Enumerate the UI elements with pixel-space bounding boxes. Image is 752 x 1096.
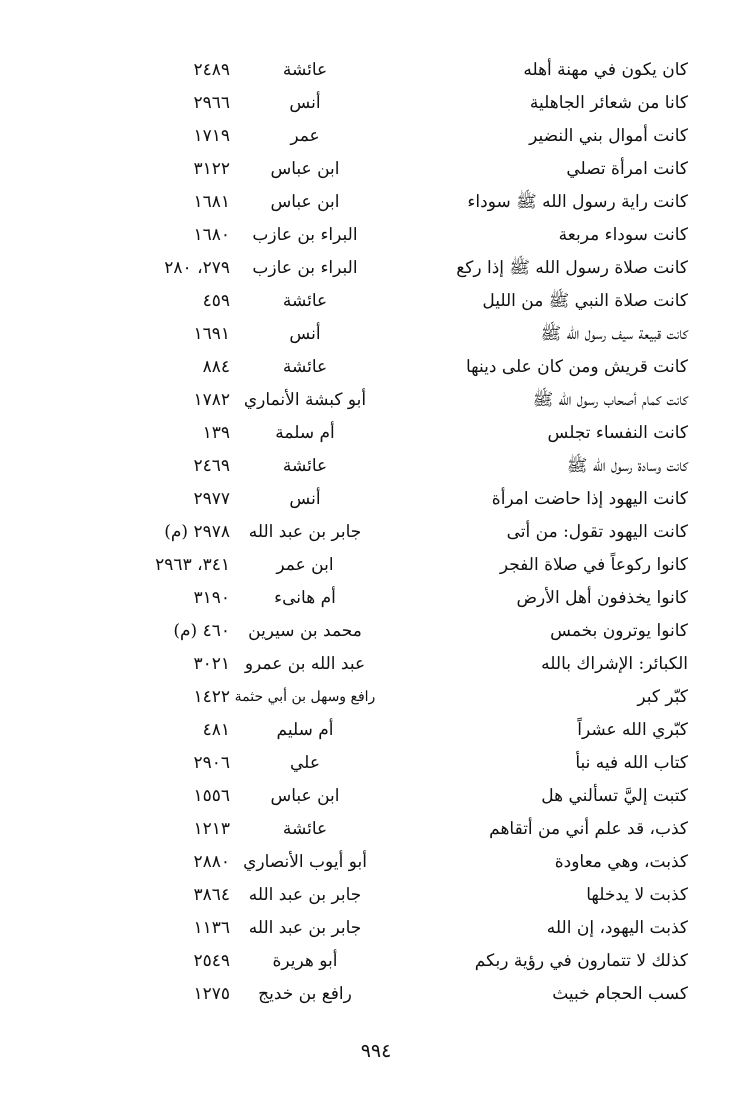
hadith-opening-text: الكبائر: الإشراك بالله <box>541 654 688 674</box>
index-row <box>0 54 752 87</box>
narrator-name: ابن عمر <box>276 555 334 575</box>
narrator-name: عائشة <box>282 60 328 80</box>
hadith-reference-number: ٢٤٨٩ <box>193 60 230 80</box>
hadith-opening-text: كذبت، وهي معاودة <box>554 852 688 872</box>
hadith-reference-number: ٢٩٧٨ (م) <box>164 522 230 542</box>
hadith-reference-number: ٢٤٦٩ <box>193 456 230 476</box>
index-row <box>0 318 752 351</box>
index-row <box>0 648 752 681</box>
hadith-opening-text: كانت سوداء مربعة <box>558 225 688 245</box>
hadith-index-table <box>0 54 752 1011</box>
hadith-reference-number: ٣١٢٢ <box>193 159 230 179</box>
hadith-opening-text: كبّر كبر <box>637 687 688 707</box>
hadith-opening-text: كذبت لا يدخلها <box>586 885 688 905</box>
index-row <box>0 417 752 450</box>
hadith-opening-text: كبّري الله عشراً <box>577 720 688 740</box>
index-row <box>0 879 752 912</box>
index-row <box>0 384 752 417</box>
index-row <box>0 582 752 615</box>
hadith-opening-text: كان يكون في مهنة أهله <box>523 60 688 80</box>
narrator-name: عائشة <box>282 291 328 311</box>
index-row <box>0 450 752 483</box>
hadith-opening-text: كانت كمام أصحاب رسول الله ﷺ <box>532 390 688 410</box>
hadith-opening-text: كانت امرأة تصلي <box>566 159 688 179</box>
hadith-reference-number: ٣٠٢١ <box>193 654 230 674</box>
narrator-name: أبو أيوب الأنصاري <box>243 852 367 872</box>
hadith-reference-number: ٣١٩٠ <box>193 588 230 608</box>
narrator-name: عائشة <box>282 819 328 839</box>
narrator-name: أنس <box>289 93 321 113</box>
index-row <box>0 87 752 120</box>
hadith-reference-number: ٤٨١ <box>202 720 230 740</box>
narrator-name: أم هانىء <box>274 588 336 608</box>
hadith-reference-number: ١٢١٣ <box>193 819 230 839</box>
index-row <box>0 252 752 285</box>
hadith-opening-text: كذبت اليهود، إن الله <box>546 918 688 938</box>
hadith-opening-text: كانت صلاة النبي ﷺ من الليل <box>482 291 688 311</box>
narrator-name: عبد الله بن عمرو <box>244 654 366 674</box>
hadith-reference-number: ١٣٩ <box>202 423 230 443</box>
narrator-name: محمد بن سيرين <box>248 621 362 641</box>
hadith-opening-text: كانت قريش ومن كان على دينها <box>465 357 688 377</box>
narrator-name: علي <box>290 753 320 773</box>
hadith-opening-text: كانت اليهود إذا حاضت امرأة <box>491 489 688 509</box>
narrator-name: أم سلمة <box>275 423 335 443</box>
page-number: ٩٩٤ <box>360 1040 392 1062</box>
hadith-reference-number: ١٦٨٠ <box>193 225 230 245</box>
narrator-name: رافع وسهل بن أبي حثمة <box>234 689 376 705</box>
hadith-opening-text: كانت قبيعة سيف رسول الله ﷺ <box>540 324 688 344</box>
narrator-name: جابر بن عبد الله <box>248 918 362 938</box>
hadith-reference-number: ٨٨٤ <box>202 357 230 377</box>
index-row <box>0 714 752 747</box>
hadith-opening-text: كانوا ركوعاً في صلاة الفجر <box>499 555 688 575</box>
hadith-opening-text: كانت صلاة رسول الله ﷺ إذا ركع <box>456 258 688 278</box>
narrator-name: أبو هريرة <box>272 951 338 971</box>
index-row <box>0 747 752 780</box>
hadith-opening-text: كانت اليهود تقول: من أتى <box>506 522 688 542</box>
index-row <box>0 153 752 186</box>
index-row <box>0 846 752 879</box>
hadith-opening-text: كتبت إليَّ تسألني هل <box>541 786 688 806</box>
index-row <box>0 681 752 714</box>
hadith-reference-number: ١٧١٩ <box>193 126 230 146</box>
narrator-name: عائشة <box>282 456 328 476</box>
hadith-opening-text: كانت وسادة رسول الله ﷺ <box>566 456 688 476</box>
narrator-name: جابر بن عبد الله <box>248 522 362 542</box>
narrator-name: ابن عباس <box>270 786 340 806</box>
index-row <box>0 615 752 648</box>
index-row <box>0 780 752 813</box>
hadith-opening-text: كانا من شعائر الجاهلية <box>529 93 688 113</box>
hadith-opening-text: كذلك لا تتمارون في رؤية ربكم <box>474 951 688 971</box>
narrator-name: جابر بن عبد الله <box>248 885 362 905</box>
hadith-reference-number: ٢٩٠٦ <box>193 753 230 773</box>
index-row <box>0 219 752 252</box>
hadith-reference-number: ٣٤١، ٢٩٦٣ <box>155 555 230 575</box>
index-row <box>0 120 752 153</box>
hadith-opening-text: كتاب الله فيه نبأ <box>575 753 688 773</box>
index-row <box>0 186 752 219</box>
narrator-name: البراء بن عازب <box>252 225 358 245</box>
hadith-opening-text: كذب، قد علم أني من أتقاهم <box>489 819 688 839</box>
narrator-name: البراء بن عازب <box>252 258 358 278</box>
index-row <box>0 945 752 978</box>
narrator-name: عائشة <box>282 357 328 377</box>
hadith-opening-text: كانت أموال بني النضير <box>529 126 688 146</box>
hadith-reference-number: ١١٣٦ <box>193 918 230 938</box>
index-row <box>0 978 752 1011</box>
narrator-name: أبو كبشة الأنماري <box>243 390 367 410</box>
hadith-reference-number: ٢٩٧٧ <box>193 489 230 509</box>
hadith-reference-number: ٤٦٠ (م) <box>173 621 230 641</box>
narrator-name: أنس <box>289 489 321 509</box>
hadith-opening-text: كسب الحجام خبيث <box>552 984 688 1004</box>
hadith-reference-number: ٤٥٩ <box>202 291 230 311</box>
narrator-name: أنس <box>289 324 321 344</box>
hadith-opening-text: كانوا يوترون بخمس <box>550 621 688 641</box>
narrator-name: عمر <box>290 126 320 146</box>
index-row <box>0 285 752 318</box>
index-row <box>0 483 752 516</box>
narrator-name: ابن عباس <box>270 159 340 179</box>
narrator-name: ابن عباس <box>270 192 340 212</box>
hadith-reference-number: ١٢٧٥ <box>193 984 230 1004</box>
hadith-opening-text: كانت راية رسول الله ﷺ سوداء <box>467 192 688 212</box>
hadith-reference-number: ٢٥٤٩ <box>193 951 230 971</box>
hadith-reference-number: ٣٨٦٤ <box>193 885 230 905</box>
hadith-reference-number: ١٧٨٢ <box>193 390 230 410</box>
hadith-reference-number: ١٥٥٦ <box>193 786 230 806</box>
index-row <box>0 813 752 846</box>
index-row <box>0 549 752 582</box>
hadith-reference-number: ٢٨٨٠ <box>193 852 230 872</box>
hadith-opening-text: كانت النفساء تجلس <box>547 423 688 443</box>
hadith-reference-number: ٢٩٦٦ <box>193 93 230 113</box>
hadith-opening-text: كانوا يخذفون أهل الأرض <box>516 588 688 608</box>
hadith-reference-number: ١٦٨١ <box>193 192 230 212</box>
hadith-reference-number: ٢٧٩، ٢٨٠ <box>164 258 230 278</box>
narrator-name: أم سليم <box>276 720 334 740</box>
hadith-reference-number: ١٤٢٢ <box>193 687 230 707</box>
index-row <box>0 351 752 384</box>
index-row <box>0 516 752 549</box>
hadith-reference-number: ١٦٩١ <box>193 324 230 344</box>
index-row <box>0 912 752 945</box>
narrator-name: رافع بن خديج <box>258 984 352 1004</box>
